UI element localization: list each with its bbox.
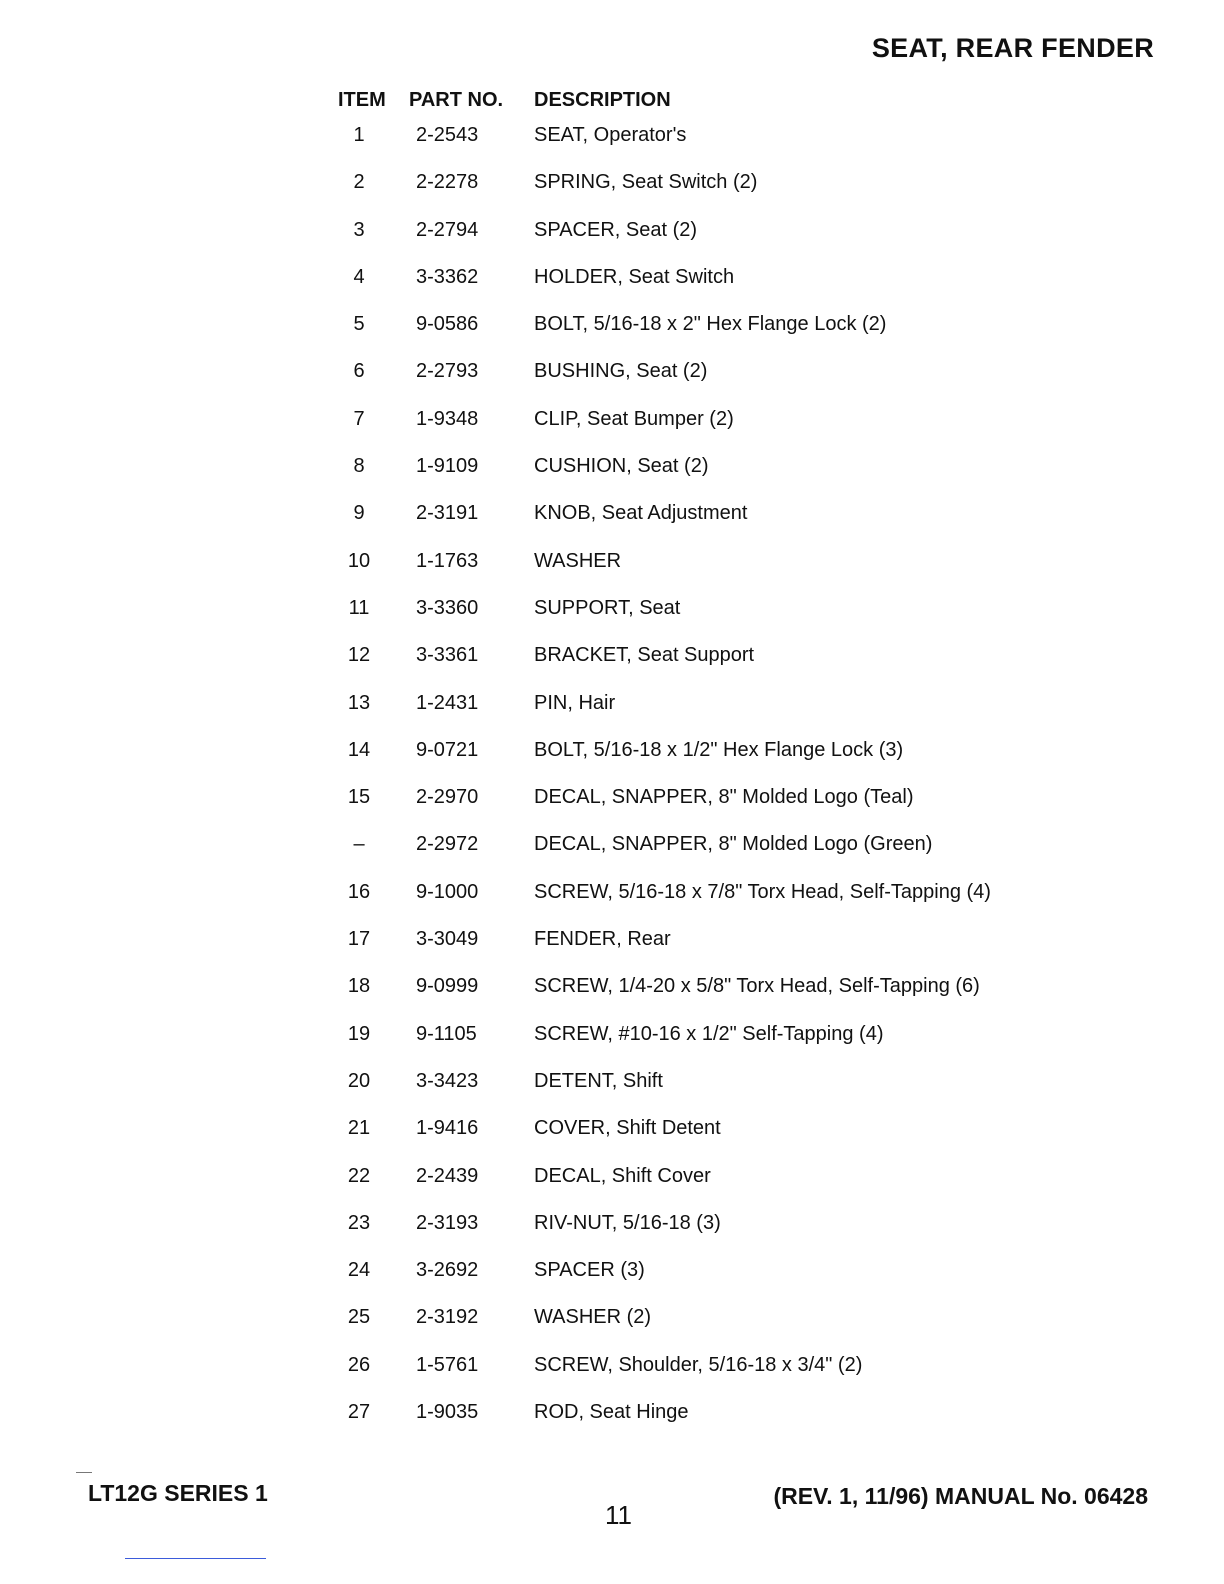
description-cell: SCREW, 1/4-20 x 5/8" Torx Head, Self-Tapping (6) — [534, 975, 980, 998]
item-cell: 25 — [347, 1306, 371, 1329]
item-cell: 14 — [347, 738, 371, 761]
description-cell: HOLDER, Seat Switch — [534, 265, 735, 288]
table-row — [0, 687, 1224, 734]
description-cell: BUSHING, Seat (2) — [534, 360, 708, 383]
part-number-cell: 3-3362 — [416, 265, 479, 288]
part-number-cell: 3-2692 — [416, 1259, 479, 1282]
bottom-rule — [125, 1558, 266, 1559]
table-row — [0, 355, 1224, 402]
column-header-description: DESCRIPTION — [534, 89, 671, 111]
description-cell: KNOB, Seat Adjustment — [534, 502, 748, 525]
item-cell: 15 — [347, 786, 371, 809]
item-cell: 11 — [348, 596, 370, 619]
parts-list — [0, 119, 1224, 1443]
item-cell: 13 — [347, 691, 371, 714]
footer-manual: (REV. 1, 11/96) MANUAL No. 06428 — [773, 1483, 1148, 1509]
table-row — [0, 734, 1224, 781]
table-row — [0, 828, 1224, 875]
table-row — [0, 450, 1224, 497]
description-cell: RIV-NUT, 5/16-18 (3) — [534, 1211, 721, 1234]
description-cell: DECAL, SNAPPER, 8" Molded Logo (Teal) — [534, 786, 914, 809]
part-number-cell: 2-2972 — [416, 833, 479, 856]
part-number-cell: 2-2543 — [416, 124, 479, 146]
table-row — [0, 1301, 1224, 1348]
table-row — [0, 119, 1224, 166]
table-row — [0, 1254, 1224, 1301]
description-cell: SPACER, Seat (2) — [534, 218, 698, 241]
table-row — [0, 1396, 1224, 1443]
column-header-part-no: PART NO. — [409, 89, 504, 111]
table-row — [0, 1112, 1224, 1159]
table-row — [0, 1065, 1224, 1112]
description-cell: WASHER (2) — [534, 1306, 652, 1329]
part-number-cell: 1-9348 — [416, 407, 479, 430]
table-row — [0, 923, 1224, 970]
item-cell: 3 — [353, 218, 365, 241]
item-cell: 23 — [347, 1211, 371, 1234]
description-cell: BRACKET, Seat Support — [534, 644, 755, 667]
part-number-cell: 2-3193 — [416, 1211, 479, 1234]
part-number-cell: 1-9416 — [416, 1117, 479, 1140]
item-cell: 7 — [353, 407, 365, 430]
description-cell: SEAT, Operator's — [534, 124, 687, 146]
item-cell: – — [353, 833, 365, 856]
part-number-cell: 2-2439 — [416, 1164, 479, 1187]
description-cell: DETENT, Shift — [534, 1069, 663, 1092]
description-cell: SCREW, #10-16 x 1/2" Self-Tapping (4) — [534, 1022, 884, 1045]
description-cell: SCREW, Shoulder, 5/16-18 x 3/4" (2) — [534, 1353, 863, 1376]
table-row — [0, 876, 1224, 923]
description-cell: COVER, Shift Detent — [534, 1117, 721, 1140]
description-cell: ROD, Seat Hinge — [534, 1401, 689, 1424]
part-number-cell: 9-0586 — [416, 313, 479, 336]
table-row — [0, 781, 1224, 828]
part-number-cell: 1-5761 — [416, 1353, 479, 1376]
item-cell: 6 — [353, 360, 365, 383]
description-cell: SCREW, 5/16-18 x 7/8" Torx Head, Self-Tapping (4) — [534, 880, 991, 903]
table-row — [0, 308, 1224, 355]
part-number-cell: 2-2794 — [416, 218, 479, 241]
part-number-cell: 2-3192 — [416, 1306, 479, 1329]
part-number-cell: 9-1000 — [416, 880, 479, 903]
description-cell: BOLT, 5/16-18 x 1/2" Hex Flange Lock (3) — [534, 738, 904, 761]
item-cell: 1 — [353, 124, 365, 146]
table-row — [0, 639, 1224, 686]
item-cell: 9 — [353, 502, 365, 525]
table-row — [0, 1207, 1224, 1254]
item-cell: 22 — [347, 1164, 371, 1187]
page-number: 11 — [605, 1500, 632, 1530]
description-cell: SUPPORT, Seat — [534, 596, 681, 619]
item-cell: 21 — [347, 1117, 371, 1140]
item-cell: 12 — [347, 644, 371, 667]
table-row — [0, 497, 1224, 544]
column-header-item: ITEM — [338, 89, 386, 111]
table-row — [0, 403, 1224, 450]
description-cell: SPRING, Seat Switch (2) — [534, 171, 758, 194]
item-cell: 10 — [347, 549, 371, 572]
description-cell: SPACER (3) — [534, 1259, 645, 1282]
item-cell: 19 — [347, 1022, 371, 1045]
table-row — [0, 1349, 1224, 1396]
part-number-cell: 2-3191 — [416, 502, 479, 525]
item-cell: 4 — [353, 265, 365, 288]
description-cell: CUSHION, Seat (2) — [534, 455, 709, 478]
table-row — [0, 592, 1224, 639]
part-number-cell: 1-2431 — [416, 691, 479, 714]
table-row — [0, 545, 1224, 592]
description-cell: FENDER, Rear — [534, 928, 671, 951]
item-cell: 5 — [353, 313, 365, 336]
description-cell: WASHER — [534, 549, 622, 572]
part-number-cell: 3-3361 — [416, 644, 479, 667]
description-cell: DECAL, Shift Cover — [534, 1164, 711, 1187]
table-row — [0, 1018, 1224, 1065]
part-number-cell: 1-9035 — [416, 1401, 479, 1424]
item-cell: 18 — [347, 975, 371, 998]
item-cell: 8 — [353, 455, 365, 478]
item-cell: 26 — [347, 1353, 371, 1376]
part-number-cell: 9-0999 — [416, 975, 479, 998]
part-number-cell: 2-2278 — [416, 171, 479, 194]
description-cell: DECAL, SNAPPER, 8" Molded Logo (Green) — [534, 833, 933, 856]
table-row — [0, 166, 1224, 213]
part-number-cell: 1-1763 — [416, 549, 479, 572]
part-number-cell: 9-0721 — [416, 738, 479, 761]
item-cell: 17 — [347, 928, 371, 951]
item-cell: 20 — [347, 1069, 371, 1092]
page-title: SEAT, REAR FENDER — [871, 33, 1154, 63]
footer-model: LT12G SERIES 1 — [88, 1480, 268, 1506]
part-number-cell: 2-2970 — [416, 786, 479, 809]
description-cell: CLIP, Seat Bumper (2) — [534, 407, 734, 430]
part-number-cell: 3-3049 — [416, 928, 479, 951]
item-cell: 27 — [347, 1401, 371, 1424]
item-cell: 24 — [347, 1259, 371, 1282]
table-row — [0, 1160, 1224, 1207]
table-row — [0, 214, 1224, 261]
table-row — [0, 970, 1224, 1017]
part-number-cell: 3-3423 — [416, 1069, 479, 1092]
part-number-cell: 1-9109 — [416, 455, 479, 478]
description-cell: PIN, Hair — [534, 691, 616, 714]
table-row — [0, 261, 1224, 308]
part-number-cell: 2-2793 — [416, 360, 479, 383]
item-cell: 2 — [353, 171, 365, 194]
part-number-cell: 3-3360 — [416, 596, 479, 619]
footer-mark — [76, 1472, 92, 1473]
part-number-cell: 9-1105 — [416, 1022, 477, 1045]
item-cell: 16 — [347, 880, 371, 903]
description-cell: BOLT, 5/16-18 x 2" Hex Flange Lock (2) — [534, 313, 887, 336]
